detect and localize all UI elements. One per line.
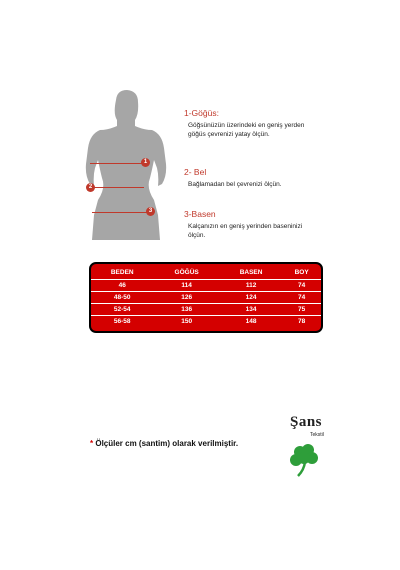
body-silhouette-figure <box>82 90 172 240</box>
chest-instruction <box>184 108 374 139</box>
table-row <box>91 304 321 316</box>
brand-logo <box>288 414 358 484</box>
header-gogus: GÖĞÜS <box>174 269 199 276</box>
cell-basen: 124 <box>220 292 282 304</box>
waist-marker: 2 <box>86 183 95 192</box>
clover-icon <box>288 442 324 478</box>
note-asterisk: * <box>90 439 94 448</box>
header-boy: BOY <box>294 269 309 276</box>
hip-marker: 3 <box>146 207 155 216</box>
chest-desc-line-1: Göğsünüzün üzerindeki en geniş yerden <box>188 122 305 129</box>
size-table <box>89 262 323 333</box>
hip-title: 3-Basen <box>184 209 216 219</box>
waist-title: 2- Bel <box>184 167 207 177</box>
table-row <box>91 316 321 328</box>
waist-instruction <box>184 167 374 189</box>
table-row <box>91 292 321 304</box>
header-basen: BASEN <box>239 269 263 276</box>
chest-title: 1-Göğüs: <box>184 108 219 118</box>
cell-gogus: 126 <box>153 292 219 304</box>
chest-marker: 1 <box>141 158 150 167</box>
cell-beden: 48-50 <box>91 292 153 304</box>
cell-gogus: 150 <box>153 316 219 328</box>
note-text: Ölçüler cm (santim) olarak verilmiştir. <box>93 439 239 448</box>
hip-desc-line-1: Kalçanızın en geniş yerinden baseninizi <box>188 223 303 230</box>
cell-boy: 74 <box>282 292 321 304</box>
cell-boy: 75 <box>282 304 321 316</box>
cell-gogus: 114 <box>153 280 219 292</box>
hip-desc-line-2: ölçün. <box>188 232 206 239</box>
measurement-note <box>90 439 238 448</box>
brand-subtitle: Tekstil <box>310 432 324 438</box>
header-beden: BEDEN <box>110 269 134 276</box>
cell-boy: 78 <box>282 316 321 328</box>
table-header-row <box>91 267 321 280</box>
waist-measure-line <box>92 187 144 188</box>
table-row <box>91 280 321 292</box>
cell-beden: 46 <box>91 280 153 292</box>
cell-basen: 148 <box>220 316 282 328</box>
hip-measure-line <box>92 212 150 213</box>
cell-gogus: 136 <box>153 304 219 316</box>
chest-desc-line-2: göğüs çevrenizi yatay ölçün. <box>188 131 270 138</box>
cell-basen: 134 <box>220 304 282 316</box>
cell-beden: 52-54 <box>91 304 153 316</box>
cell-boy: 74 <box>282 280 321 292</box>
waist-desc-line-1: Bağlamadan bel çevrenizi ölçün. <box>188 181 282 188</box>
size-table-grid <box>91 267 321 327</box>
silhouette-icon <box>82 90 172 240</box>
hip-instruction <box>184 209 374 240</box>
cell-beden: 56-58 <box>91 316 153 328</box>
brand-name: Şans <box>290 414 323 430</box>
chest-measure-line <box>90 163 148 164</box>
cell-basen: 112 <box>220 280 282 292</box>
